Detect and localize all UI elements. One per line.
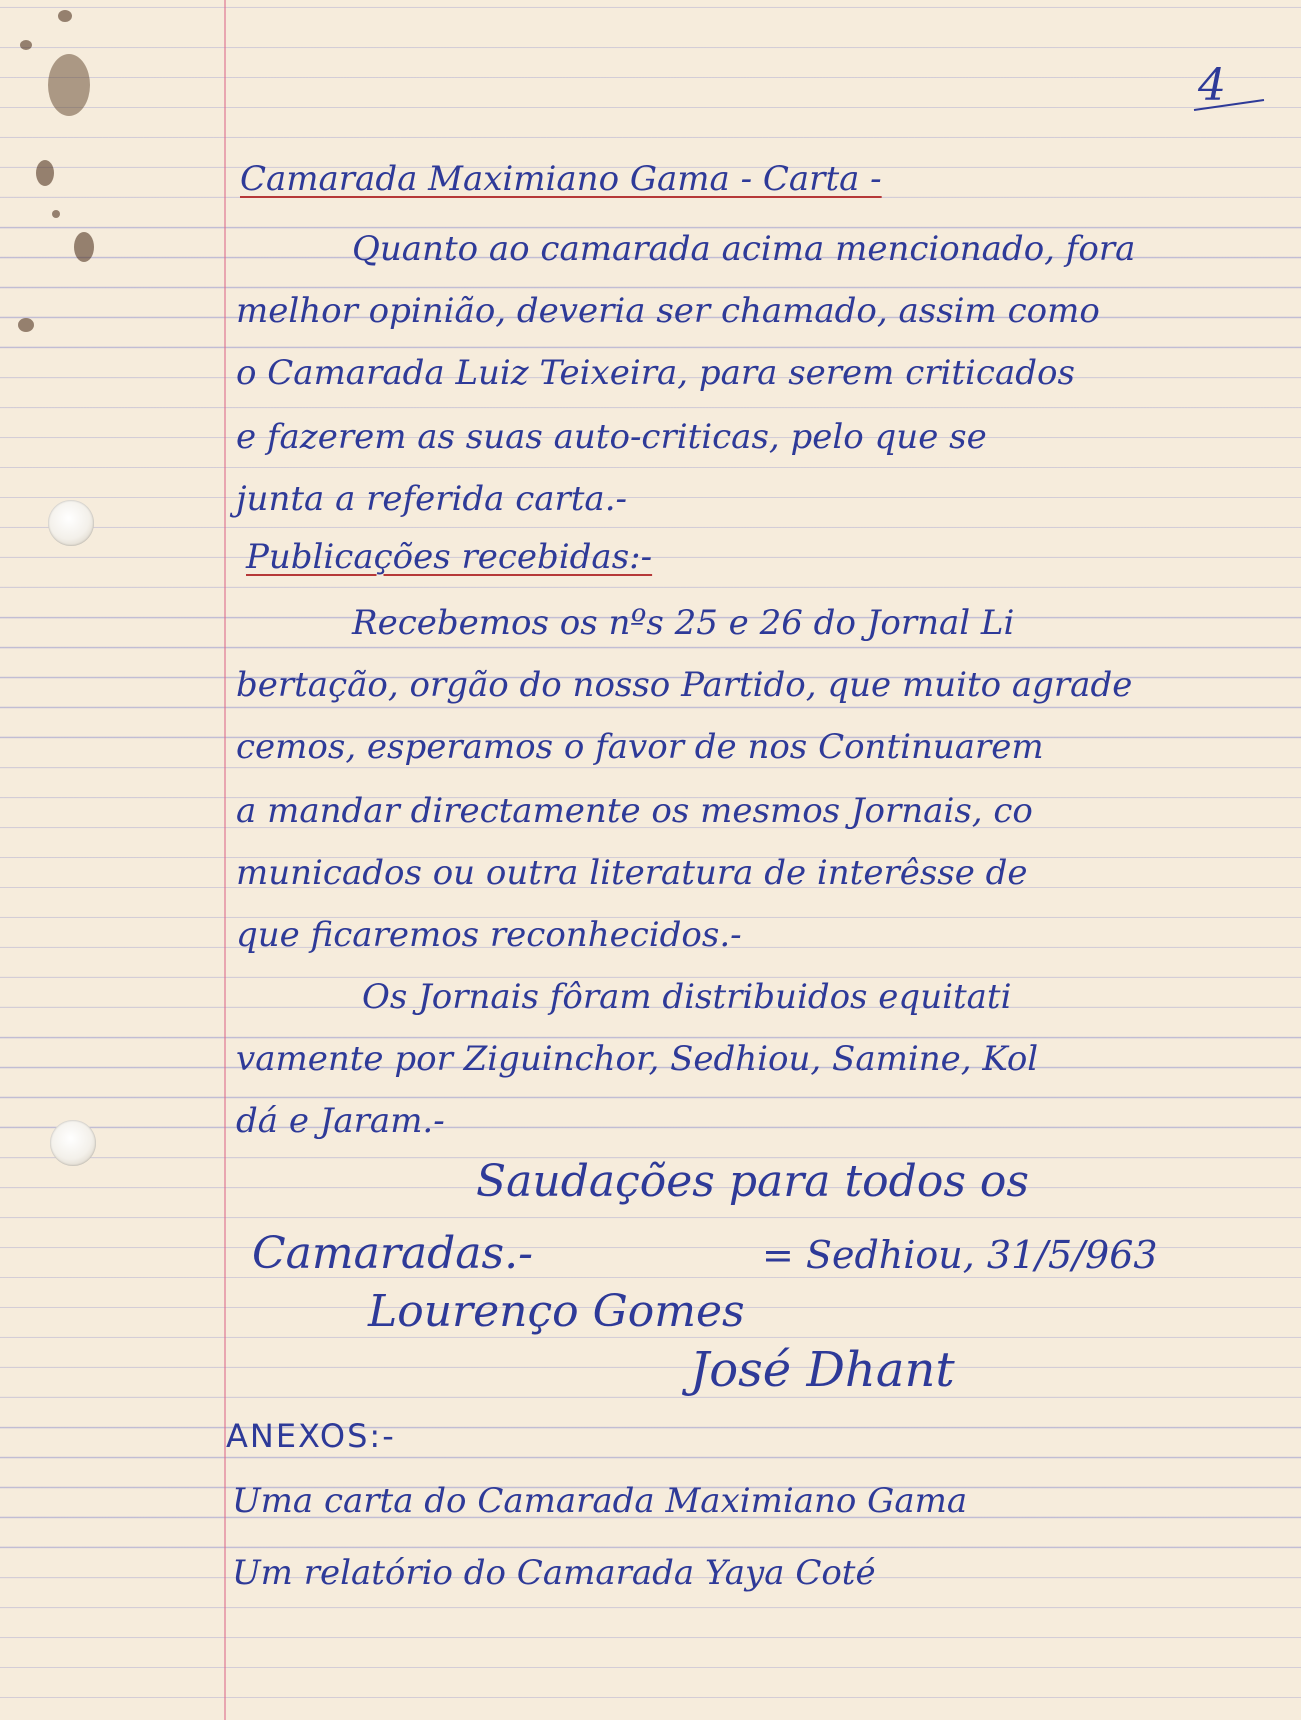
paragraph-line: o Camarada Luiz Teixeira, para serem criticados xyxy=(236,353,1075,393)
salutation-continued: Camaradas.- xyxy=(252,1228,533,1279)
punch-hole xyxy=(48,500,94,546)
letter-title: Camarada Maximiano Gama - Carta - xyxy=(240,159,882,199)
paragraph-line: bertação, orgão do nosso Partido, que muito agrade xyxy=(236,665,1133,705)
signature-jose-dhant: José Dhant xyxy=(690,1342,955,1398)
ink-stain xyxy=(18,318,34,332)
section-heading: Publicações recebidas:- xyxy=(246,537,653,577)
signature-lourenco-gomes: Lourenço Gomes xyxy=(368,1286,745,1337)
paragraph-line: melhor opinião, deveria ser chamado, assim como xyxy=(236,291,1100,331)
ink-stain xyxy=(52,210,60,218)
paragraph-line: municados ou outra literatura de interêsse de xyxy=(236,853,1028,893)
paragraph-line: que ficaremos reconhecidos.- xyxy=(236,915,742,955)
margin-line xyxy=(224,0,226,1720)
ink-stain xyxy=(20,40,32,50)
paragraph-line: a mandar directamente os mesmos Jornais, co xyxy=(236,791,1033,831)
annex-item: Uma carta do Camarada Maximiano Gama xyxy=(232,1481,968,1521)
ink-stain xyxy=(74,232,94,262)
annexes-heading: ANEXOS:- xyxy=(226,1417,396,1455)
page-number: 4 xyxy=(1198,60,1226,111)
paragraph-line: vamente por Ziguinchor, Sedhiou, Samine, Kol xyxy=(236,1039,1039,1079)
salutation: Saudações para todos os xyxy=(476,1156,1029,1207)
annex-item: Um relatório do Camarada Yaya Coté xyxy=(232,1553,876,1593)
paragraph-line: Quanto ao camarada acima mencionado, fora xyxy=(352,229,1136,269)
ink-stain xyxy=(36,160,54,186)
punch-hole xyxy=(50,1120,96,1166)
paragraph-line: Recebemos os nºs 25 e 26 do Jornal Li xyxy=(352,603,1015,643)
paragraph-line: dá e Jaram.- xyxy=(236,1101,445,1141)
ink-stain xyxy=(48,54,90,116)
place-date: = Sedhiou, 31/5/963 xyxy=(762,1233,1158,1277)
ink-stain xyxy=(58,10,72,22)
paragraph-line: junta a referida carta.- xyxy=(236,479,627,519)
paragraph-line: cemos, esperamos o favor de nos Continuarem xyxy=(236,727,1044,767)
paragraph-line: e fazerem as suas auto-criticas, pelo que se xyxy=(236,417,987,457)
paragraph-line: Os Jornais fôram distribuidos equitati xyxy=(362,977,1012,1017)
page-number-underline xyxy=(1190,96,1270,116)
